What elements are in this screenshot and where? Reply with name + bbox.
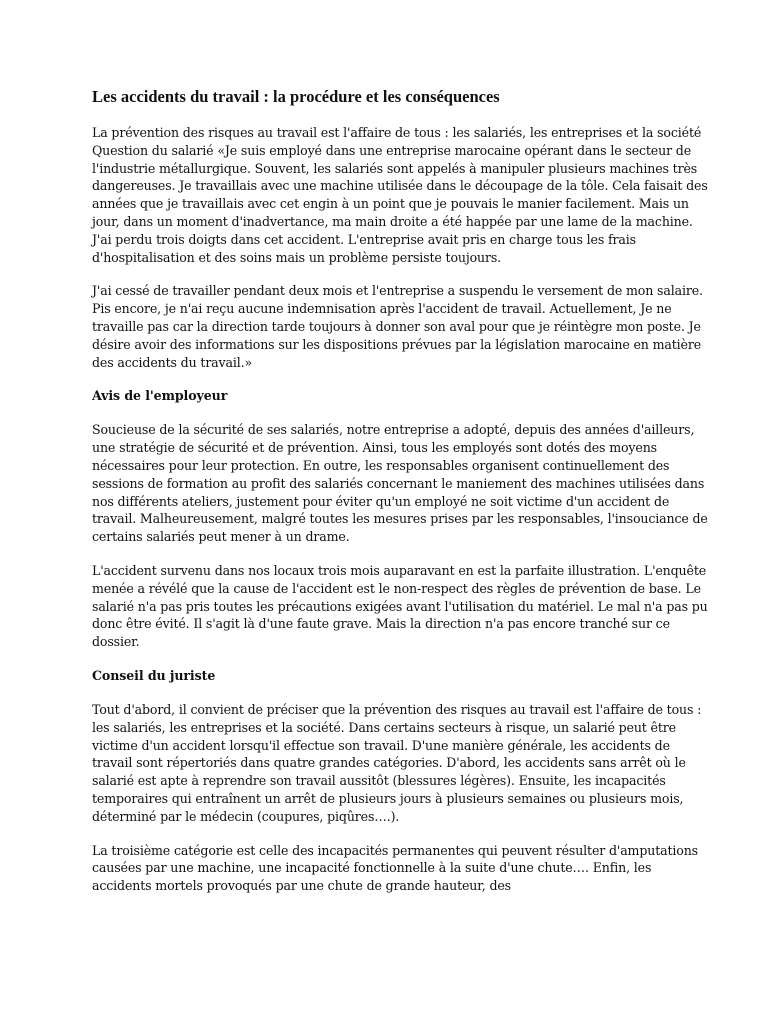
paragraph-salarie-question-1: La prévention des risques au travail est l'affaire de tous : les salariés, les entreprises et la société Question du salarié «Je suis employé dans une entreprise marocaine opérant dans le secteur de l'industrie métallurgique. Souvent, les salariés sont appelés à manipuler plusieurs machines très dangereuses. Je travaillais avec une machine utilisée dans le découpage de la tôle. Cela faisait des années que je travaillais avec cet engin à un point que je pouvais le manier facilement. Mais un jour, dans un moment d'inadvertance, ma main droite a été happée par une lame de la machine. J'ai perdu trois doigts dans cet accident. L'entreprise avait pris en charge tous les frais d'hospitalisation et des soins mais un problème persiste toujours. [92, 125, 708, 265]
section-heading-employeur: Avis de l'employeur [92, 388, 228, 404]
paragraph-juriste-1: Tout d'abord, il convient de préciser que la prévention des risques au travail est l'affaire de tous : les salariés, les entreprises et la société. Dans certains secteurs à risque, un salarié peut être victime d'un accident lorsqu'il effectue son travail. D'une manière générale, les accidents de travail sont répertoriés dans quatre grandes catégories. D'abord, les accidents sans arrêt où le salarié est apte à reprendre son travail aussitôt (blessures légères). Ensuite, les incapacités temporaires qui entraînent un arrêt de plusieurs jours à plusieurs semaines ou plusieurs mois, déterminé par le médecin (coupures, piqûres….). [92, 701, 702, 824]
document-content [92, 86, 710, 911]
paragraph-salarie-question-2: J'ai cessé de travailler pendant deux mois et l'entreprise a suspendu le versement de mon salaire. Pis encore, je n'ai reçu aucune indemnisation après l'accident de travail. Actuellement, Je ne travaille pas car la direction tarde toujours à donner son aval pour que je réintègre mon poste. Je désire avoir des informations sur les dispositions prévues par la législation marocaine en matière des accidents du travail.» [92, 283, 703, 370]
paragraph-employeur-2: L'accident survenu dans nos locaux trois mois auparavant en est la parfaite illustration. L'enquête menée a révélé que la cause de l'accident est le non-respect des règles de prévention de base. Le salarié n'a pas pris toutes les précautions exigées avant l'utilisation du matériel. Le mal n'a pas pu donc être évité. Il s'agit là d'une faute grave. Mais la direction n'a pas encore tranché sur ce dossier. [92, 562, 708, 650]
paragraph-employeur-1: Soucieuse de la sécurité de ses salariés, notre entreprise a adopté, depuis des années d'ailleurs, une stratégie de sécurité et de prévention. Ainsi, tous les employés sont dotés des moyens nécessaires pour leur protection. En outre, les responsables organisent continuellement des sessions de formation au profit des salariés concernant le maniement des machines utilisées dans nos différents ateliers, justement pour éviter qu'un employé ne soit victime d'un accident de travail. Malheureusement, malgré toutes les mesures prises par les responsables, l'insouciance de certains salariés peut mener à un drame. [92, 422, 708, 545]
document-title: Les accidents du travail : la procédure et les conséquences [92, 87, 500, 106]
section-heading-juriste: Conseil du juriste [92, 667, 216, 683]
paragraph-juriste-2: La troisième catégorie est celle des incapacités permanentes qui peuvent résulter d'amputations causées par une machine, une incapacité fonctionnelle à la suite d'une chute…. Enfin, les accidents mortels provoqués par une chute de grande hauteur, des [92, 842, 698, 894]
